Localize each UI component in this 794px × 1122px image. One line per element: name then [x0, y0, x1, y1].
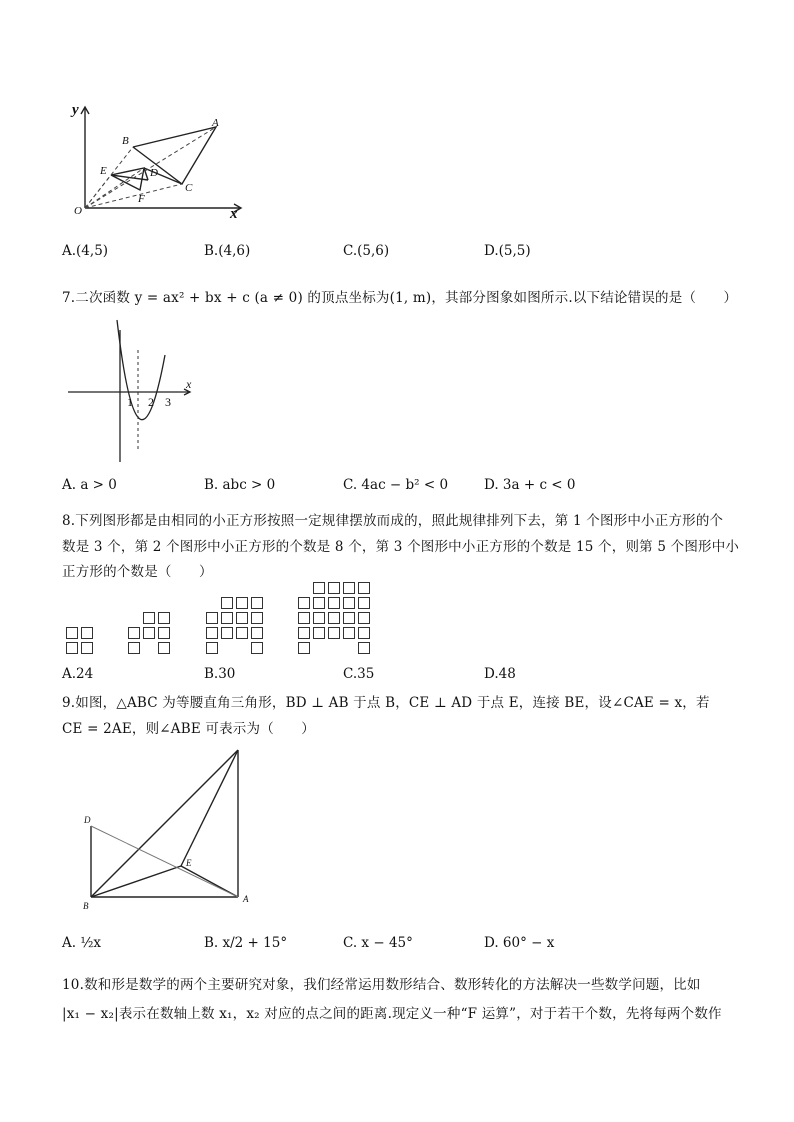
q9-label-E: E — [186, 858, 192, 868]
q7-tick-1: 1 — [127, 395, 133, 409]
q6-label-B: B — [122, 135, 129, 147]
q10-stem-line2: |x₁ − x₂|表示在数轴上数 x₁，x₂ 对应的点之间的距离.现定义一种“F 运算”，对于若干个数，先将每两个数作 — [62, 1006, 722, 1022]
q7-option-d: D. 3a + c < 0 — [484, 477, 576, 493]
q6-label-y: y — [72, 102, 79, 118]
q6-label-A: A — [212, 117, 219, 129]
q6-label-O: O — [74, 205, 82, 217]
q6-option-b: B.(4,6) — [204, 243, 251, 259]
q9-stem-line2: CE = 2AE，则∠ABE 可表示为（ ） — [62, 721, 315, 737]
q9-option-c: C. x − 45° — [343, 935, 413, 951]
q6-label-E: E — [100, 165, 107, 177]
q9-label-A: A — [243, 894, 249, 904]
q7-stem: 7.二次函数 y = ax² + bx + c (a ≠ 0) 的顶点坐标为(1, m)，其部分图象如图所示.以下结论错误的是（ ） — [62, 290, 738, 306]
q9-option-a: A. ½x — [62, 935, 102, 951]
q6-option-d: D.(5,5) — [484, 243, 531, 259]
q9-option-d: D. 60° − x — [484, 935, 555, 951]
q8-stem-line3: 正方形的个数是（ ） — [62, 564, 213, 580]
q7-option-a: A. a > 0 — [62, 477, 117, 493]
q8-option-d: D.48 — [484, 666, 516, 682]
q9-stem-line1: 9.如图，△ABC 为等腰直角三角形，BD ⊥ AB 于点 B，CE ⊥ AD 于点 E，连接 BE，设∠CAE = x，若 — [62, 695, 710, 711]
q7-option-b: B. abc > 0 — [204, 477, 276, 493]
q10-stem-line1: 10.数和形是数学的两个主要研究对象，我们经常运用数形结合、数形转化的方法解决一些数学问题，比如 — [62, 977, 701, 993]
q7-tick-3: 3 — [165, 395, 171, 409]
q6-option-c: C.(5,6) — [343, 243, 390, 259]
q8-stem-line1: 8.下列图形都是由相同的小正方形按照一定规律摆放而成的，照此规律排列下去，第 1 个图形中小正方形的个 — [62, 513, 724, 529]
q6-option-a: A.(4,5) — [62, 243, 109, 259]
q6-label-x: x — [230, 206, 238, 222]
q6-label-C: C — [185, 182, 193, 194]
q7-label-x: x — [186, 377, 192, 391]
q9-option-b: B. x/2 + 15° — [204, 935, 288, 951]
q7-option-c: C. 4ac − b² < 0 — [343, 477, 449, 493]
q8-stem-line2: 数是 3 个，第 2 个图形中小正方形的个数是 8 个，第 3 个图形中小正方形的个数是 15 个，则第 5 个图形中小 — [62, 539, 740, 555]
q8-option-a: A.24 — [62, 666, 94, 682]
q8-option-b: B.30 — [204, 666, 236, 682]
q6-label-D: D — [150, 167, 158, 179]
q6-label-F: F — [138, 193, 145, 205]
q9-label-D: D — [84, 815, 91, 825]
q8-option-c: C.35 — [343, 666, 375, 682]
q9-label-B: B — [83, 901, 89, 911]
q7-tick-2: 2 — [148, 395, 154, 409]
